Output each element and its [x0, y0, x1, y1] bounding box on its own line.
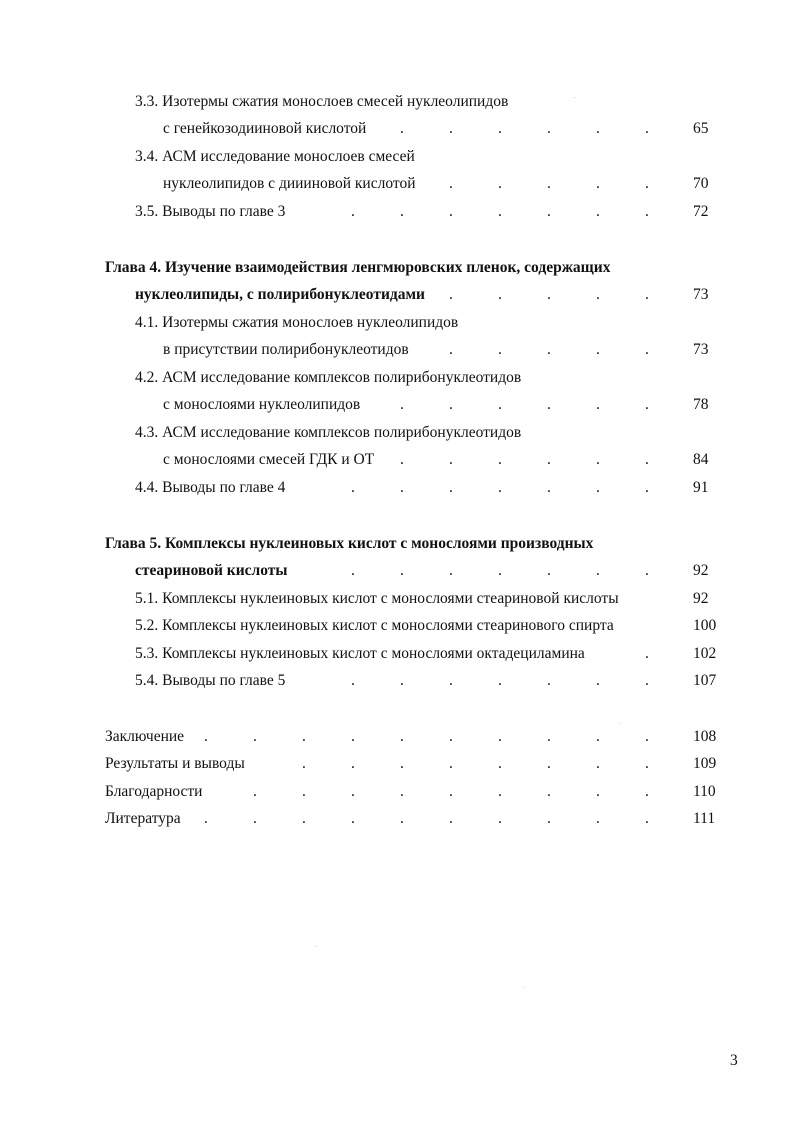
toc-entry-3-3-line1	[0, 91, 797, 113]
toc-chapter-5-line2: стеариновой кислоты . . . . . . . 92	[0, 560, 797, 582]
toc-entry-4-2-line1	[0, 367, 797, 389]
toc-entry-title: с монослоями смесей ГДК и ОТ	[163, 451, 375, 468]
toc-entry-title: 4.3. АСМ исследование комплексов полирибонуклеотидов	[135, 424, 522, 441]
toc-entry-5-4: 5.4. Выводы по главе 5 . . . . . . . 107	[0, 670, 797, 692]
toc-entry-title: 3.5. Выводы по главе 3	[135, 203, 286, 220]
toc-page-number: 92	[693, 562, 709, 579]
toc-entry-title: Заключение	[105, 728, 185, 745]
toc-entry-conclusion: Заключение . . . . . . . . . . 108	[0, 726, 797, 748]
toc-page-number: 72	[693, 203, 709, 220]
toc-page-number: 73	[693, 286, 709, 303]
scan-speck	[524, 987, 525, 988]
chapter-title: Глава 4. Изучение взаимодействия ленгмюровских пленок, содержащих	[105, 259, 611, 276]
scan-speck	[316, 946, 317, 947]
toc-entry-title: 4.4. Выводы по главе 4	[135, 479, 286, 496]
toc-page-number: 65	[693, 120, 709, 137]
toc-entry-5-2	[0, 615, 797, 637]
toc-entry-title: нуклеолипидов с диииновой кислотой	[163, 175, 416, 192]
toc-chapter-4-line1	[0, 257, 797, 279]
toc-entry-title: 5.3. Комплексы нуклеиновых кислот с монослоями октадециламина	[135, 645, 585, 662]
toc-entry-4-3-line2: с монослоями смесей ГДК и ОТ . . . . . . 84	[0, 449, 797, 471]
toc-page-number: 109	[693, 755, 717, 772]
toc-page-number: 78	[693, 396, 709, 413]
toc-page-number: 91	[693, 479, 709, 496]
toc-entry-title: 5.2. Комплексы нуклеиновых кислот с монослоями стеаринового спирта	[135, 617, 614, 634]
toc-entry-thanks: Благодарности . . . . . . . . . 110	[0, 781, 797, 803]
toc-page-number: 102	[693, 645, 717, 662]
toc-entry-title: 5.4. Выводы по главе 5	[135, 672, 286, 689]
toc-page-number: 92	[693, 590, 709, 607]
toc-entry-title: Литература	[105, 810, 181, 827]
toc-entry-3-3-line2: с генейкозодииновой кислотой . . . . . . 65	[0, 118, 797, 140]
toc-entry-4-4: 4.4. Выводы по главе 4 . . . . . . . 91	[0, 477, 797, 499]
toc-entry-title: Результаты и выводы	[105, 755, 245, 772]
toc-entry-4-1-line2: в присутствии полирибонуклеотидов . . . . . 73	[0, 339, 797, 361]
toc-entry-5-1	[0, 588, 797, 610]
toc-entry-5-3: 5.3. Комплексы нуклеиновых кислот с монослоями октадециламина . 102	[0, 643, 797, 665]
toc-entry-title: 4.1. Изотермы сжатия монослоев нуклеолипидов	[135, 314, 459, 331]
toc-entry-4-2-line2: с монослоями нуклеолипидов . . . . . . 78	[0, 394, 797, 416]
toc-chapter-5-line1	[0, 533, 797, 555]
toc-page-number: 108	[693, 728, 717, 745]
scan-speck	[574, 97, 575, 98]
scan-speck	[620, 723, 621, 724]
toc-entry-title: в присутствии полирибонуклеотидов	[163, 341, 409, 358]
toc-entry-results: Результаты и выводы . . . . . . . . 109	[0, 753, 797, 775]
toc-entry-title: Благодарности	[105, 783, 203, 800]
toc-entry-4-1-line1	[0, 312, 797, 334]
toc-page-number: 73	[693, 341, 709, 358]
toc-entry-3-5: 3.5. Выводы по главе 3 . . . . . . . 72	[0, 201, 797, 223]
toc-page-number: 107	[693, 672, 717, 689]
toc-page-number: 70	[693, 175, 709, 192]
toc-entry-title: 3.4. АСМ исследование монослоев смесей	[135, 148, 415, 165]
toc-page-number: 100	[693, 617, 717, 634]
toc-entry-title: 5.1. Комплексы нуклеиновых кислот с монослоями стеариновой кислоты	[135, 590, 619, 607]
toc-entry-title: 3.3. Изотермы сжатия монослоев смесей нуклеолипидов	[135, 93, 509, 110]
page-number: 3	[730, 1052, 738, 1069]
toc-entry-title: 4.2. АСМ исследование комплексов полирибонуклеотидов	[135, 369, 522, 386]
toc-entry-title: с монослоями нуклеолипидов	[163, 396, 361, 413]
toc-page-number: 111	[693, 810, 716, 827]
chapter-title: нуклеолипиды, с полирибонуклеотидами	[135, 286, 425, 303]
toc-entry-3-4-line1	[0, 146, 797, 168]
chapter-title: стеариновой кислоты	[135, 562, 288, 579]
chapter-title: Глава 5. Комплексы нуклеиновых кислот с монослоями производных	[105, 535, 594, 552]
toc-entry-title: с генейкозодииновой кислотой	[163, 120, 367, 137]
toc-entry-literature: Литература . . . . . . . . . . 111	[0, 808, 797, 830]
toc-page-number: 110	[693, 783, 716, 800]
toc-entry-3-4-line2: нуклеолипидов с диииновой кислотой . . . . . 70	[0, 173, 797, 195]
toc-entry-4-3-line1	[0, 422, 797, 444]
toc-chapter-4-line2: нуклеолипиды, с полирибонуклеотидами . . . . . 73	[0, 284, 797, 306]
toc-page-number: 84	[693, 451, 709, 468]
